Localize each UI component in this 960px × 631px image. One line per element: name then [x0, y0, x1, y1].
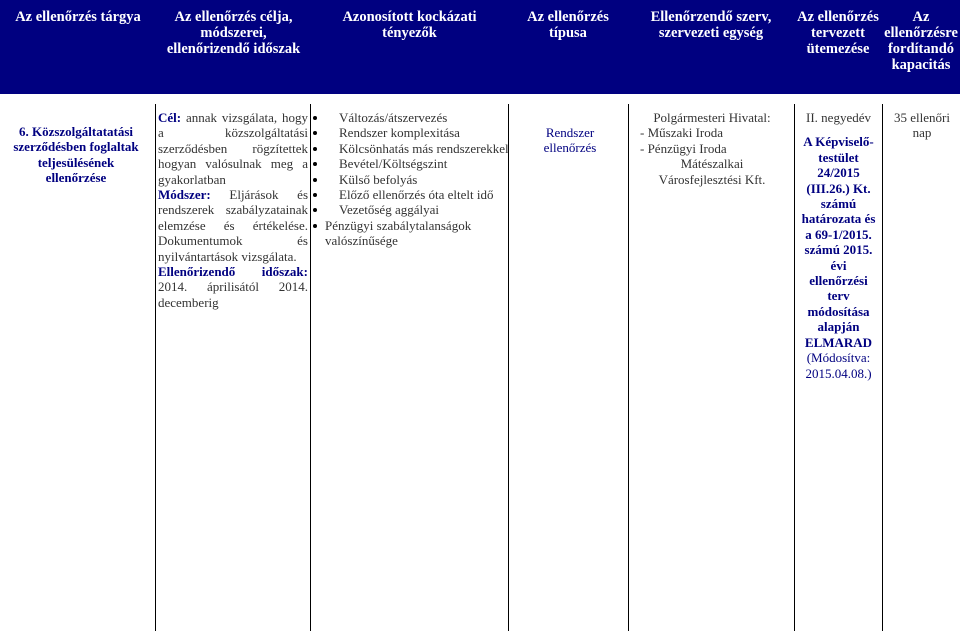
goal-label: Cél:: [158, 110, 182, 125]
cell-unit: [632, 110, 792, 187]
cell-risks: [313, 110, 509, 249]
period-label: Ellenőrizendő időszak:: [158, 264, 308, 280]
risk-item: Pénzügyi szabálytalanságok valószínűsége: [313, 218, 509, 249]
header-subject: [0, 0, 156, 94]
method-text: Eljárások és rendszerek szabályzatainak elemzése és értékelése. Dokumentumok és nyilvántartások vizsgálata.: [158, 187, 308, 264]
header-schedule-line: tervezett: [811, 25, 865, 41]
header-capacity: [882, 0, 960, 94]
header-goal: [156, 0, 311, 94]
header-type-line: típusa: [549, 25, 587, 41]
schedule-line: 24/2015: [817, 165, 860, 181]
cell-goal: [158, 110, 308, 310]
period-text: 2014. áprilisától 2014. decemberig: [158, 279, 308, 310]
column-divider: [628, 104, 629, 631]
header-schedule: [794, 0, 882, 94]
bullet-icon: [313, 131, 317, 135]
column-divider: [882, 104, 883, 631]
schedule-line: évi: [830, 257, 847, 273]
risk-item: Rendszer komplexitása: [313, 125, 509, 140]
capacity-line: 35 ellenőri: [894, 110, 950, 125]
bullet-icon: [313, 193, 317, 197]
schedule-line: módosítása: [807, 303, 870, 319]
subject-line: teljesülésének: [37, 154, 115, 170]
column-divider: [310, 104, 311, 631]
unit-line: - Pénzügyi Iroda: [640, 140, 727, 156]
header-schedule-line: ütemezése: [806, 41, 870, 57]
cell-capacity: [884, 110, 960, 141]
type-line: Rendszer: [545, 125, 595, 140]
header-goal-line: módszerei,: [200, 25, 267, 41]
risk-item: Változás/átszervezés: [313, 110, 509, 125]
table-header: [0, 0, 960, 94]
schedule-line: alapján: [817, 319, 860, 335]
bullet-icon: [313, 116, 317, 120]
row-spacer: [0, 94, 960, 104]
column-divider: [155, 104, 156, 631]
header-schedule-line: Az ellenőrzés: [797, 9, 879, 25]
header-capacity-line: kapacitás: [891, 57, 951, 73]
bullet-icon: [313, 147, 317, 151]
schedule-line: A Képviselő-: [803, 134, 874, 150]
header-risks: [311, 0, 508, 94]
bullet-icon: [313, 224, 317, 228]
subject-line: szerződésben foglaltak: [13, 139, 139, 155]
risk-item: Vezetőség aggályai: [313, 202, 509, 217]
risk-list: [313, 110, 509, 249]
bullet-icon: [313, 208, 317, 212]
unit-line: Városfejlesztési Kft.: [658, 171, 766, 187]
unit-line: Polgármesteri Hivatal:: [653, 110, 771, 125]
schedule-line: határozata és: [801, 211, 876, 227]
schedule-line: ELMARAD: [804, 334, 873, 350]
goal-text: annak vizsgálata, hogy a közszolgáltatási szerződésben rögzítettek hogyan valósulnak meg a gyakorlatban: [158, 110, 308, 187]
unit-line: - Műszaki Iroda: [640, 125, 724, 141]
schedule-line: (III.26.) Kt.: [806, 180, 871, 196]
header-capacity-line: Az: [912, 9, 930, 25]
bullet-icon: [313, 162, 317, 166]
risk-item: Külső befolyás: [313, 172, 509, 187]
header-risks-line: tényezők: [382, 25, 437, 41]
schedule-line: testület: [818, 149, 859, 165]
risk-item: Előző ellenőrzés óta eltelt idő: [313, 187, 509, 202]
risk-item: Kölcsönhatás más rendszerekkel: [313, 141, 509, 156]
subject-line: 6. Közszolgáltatatási: [18, 124, 134, 139]
schedule-line: terv: [827, 288, 850, 304]
column-divider: [794, 104, 795, 631]
schedule-quarter: II. negyedév: [806, 110, 871, 125]
header-risks-line: Azonosított kockázati: [342, 9, 477, 25]
schedule-note: 2015.04.08.): [805, 365, 872, 381]
header-type: [508, 0, 628, 94]
header-capacity-line: ellenőrzésre: [884, 25, 958, 41]
header-goal-line: Az ellenőrzés célja,: [174, 9, 293, 25]
cell-subject: [3, 110, 149, 186]
header-unit-line: szervezeti egység: [658, 25, 764, 41]
schedule-line: számú 2015.: [804, 242, 873, 258]
type-line: ellenőrzés: [543, 140, 597, 156]
unit-line: Mátészalkai: [680, 156, 744, 172]
schedule-note: (Módosítva:: [806, 350, 871, 366]
header-goal-line: ellenőrizendő időszak: [166, 41, 301, 57]
bullet-icon: [313, 178, 317, 182]
header-unit: [628, 0, 794, 94]
schedule-line: ellenőrzési: [809, 273, 868, 289]
cell-type: [512, 110, 628, 156]
risk-item: Bevétel/Költségszint: [313, 156, 509, 171]
subject-line: ellenőrzése: [45, 170, 107, 186]
cell-schedule: [796, 110, 881, 381]
method-label: Módszer:: [158, 187, 211, 203]
schedule-line: a 69-1/2015.: [805, 226, 872, 242]
header-subject-line: Az ellenőrzés tárgya: [15, 9, 141, 25]
schedule-line: számú: [820, 196, 857, 212]
header-capacity-line: fordítandó: [887, 41, 955, 57]
header-unit-line: Ellenőrzendő szerv,: [650, 9, 772, 25]
capacity-line: nap: [912, 125, 932, 141]
header-type-line: Az ellenőrzés: [527, 9, 609, 25]
